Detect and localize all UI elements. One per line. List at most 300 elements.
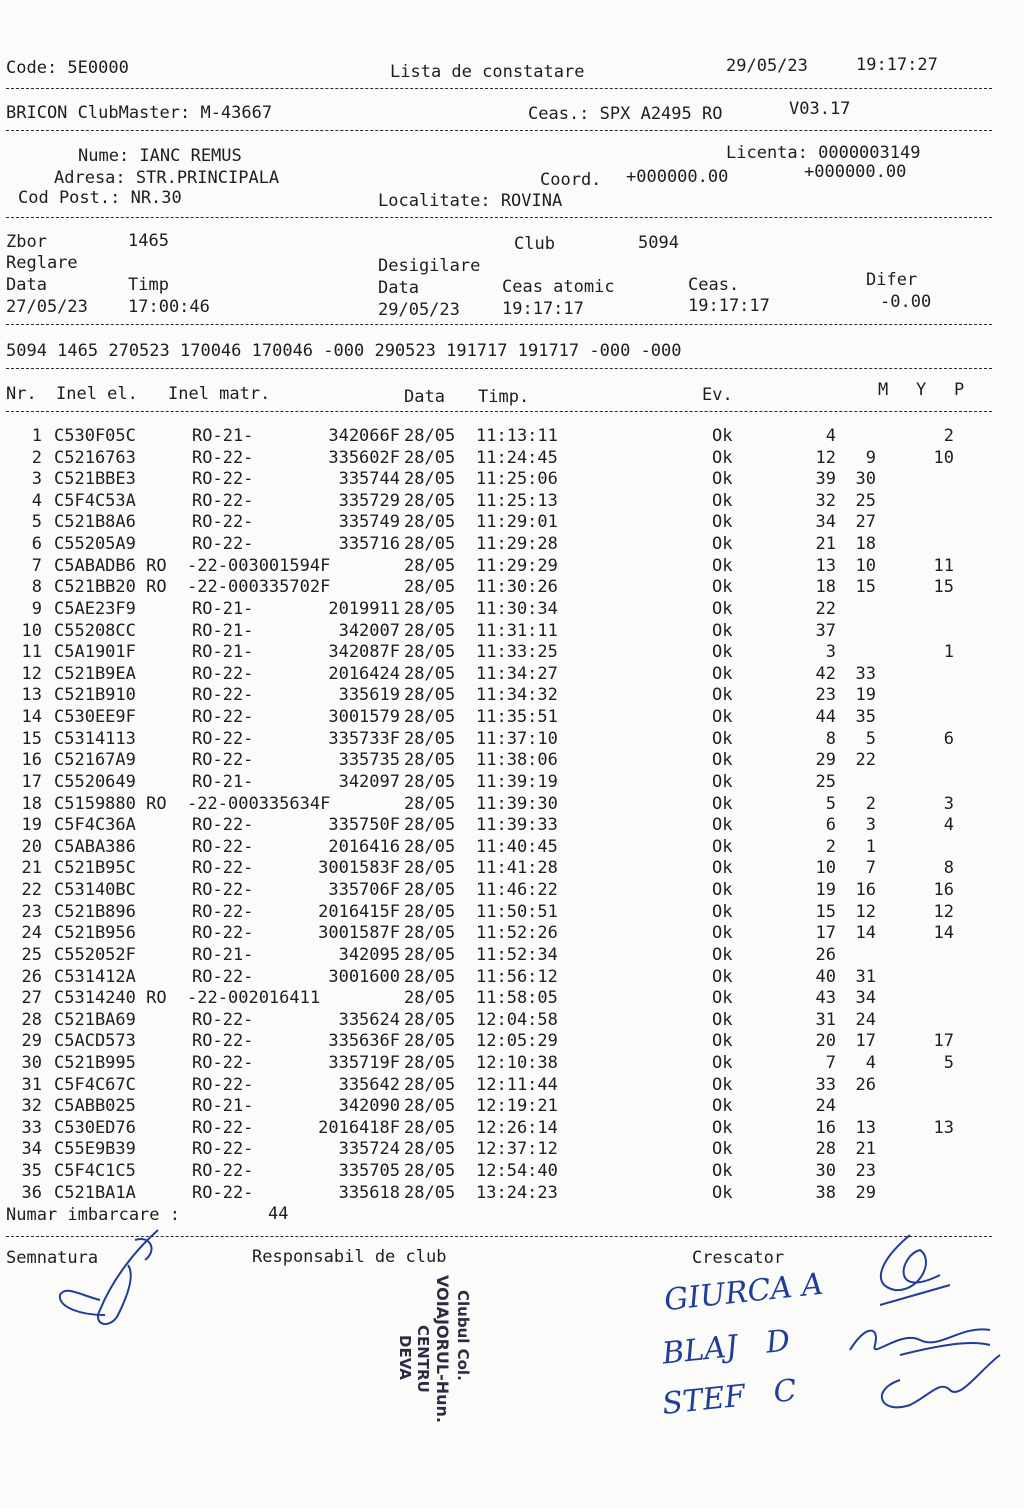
row-ring-full: C521BB20 RO -22-000335702F: [54, 577, 331, 598]
reg-time: 17:00:46: [128, 297, 210, 317]
row-time: 11:25:13: [476, 490, 558, 511]
row-ev: Ok: [712, 1161, 733, 1182]
des-atomic-time: 19:17:17: [502, 299, 584, 319]
row-date: 28/05: [404, 1052, 456, 1073]
row-ring-prefix: RO-21-: [192, 426, 254, 446]
col-y: Y: [916, 380, 927, 400]
row-date: 28/05: [404, 426, 456, 446]
row-date: 28/05: [404, 577, 456, 598]
row-date: 28/05: [404, 1182, 456, 1203]
desigilare-label: Desigilare: [378, 256, 481, 276]
row-ring-prefix: RO-22-: [192, 447, 254, 468]
row-ev: Ok: [712, 577, 733, 598]
table-row: [0, 1010, 1000, 1032]
row-ring-prefix: RO-21-: [192, 771, 254, 792]
row-ring-prefix: RO-22-: [192, 836, 254, 857]
row-date: 28/05: [404, 1074, 456, 1095]
row-m: 26: [815, 944, 836, 965]
row-ring-electronic: C5520649: [54, 771, 136, 792]
coord-value-2: +000000.00: [804, 162, 907, 182]
row-time: 12:37:12: [476, 1139, 558, 1160]
row-time: 11:29:28: [476, 534, 558, 555]
table-row: [0, 642, 1000, 664]
row-time: 12:19:21: [476, 1096, 558, 1117]
row-date: 28/05: [404, 598, 456, 619]
row-m: 37: [815, 620, 836, 641]
row-ring-prefix: RO-21-: [192, 944, 254, 965]
row-nr: 32: [21, 1096, 42, 1117]
row-ring-prefix: RO-22-: [192, 1182, 254, 1203]
row-y: 35: [855, 707, 876, 728]
row-y: 30: [855, 469, 876, 490]
row-m: 19: [815, 880, 836, 901]
club-label: Club: [514, 234, 555, 254]
row-p: 11: [933, 555, 954, 576]
row-time: 11:33:25: [476, 642, 558, 663]
row-date: 28/05: [404, 815, 456, 836]
row-y: 29: [855, 1182, 876, 1203]
row-date: 28/05: [404, 901, 456, 922]
reg-data-label: Data: [6, 275, 47, 295]
table-row: [0, 556, 1000, 578]
row-p: 10: [933, 447, 954, 468]
row-m: 43: [815, 988, 836, 1009]
handwritten-name-3: STEF C: [660, 1373, 799, 1422]
table-row: [0, 707, 1000, 729]
row-y: 19: [855, 685, 876, 706]
reg-date: 27/05/23: [6, 297, 88, 317]
row-ring-prefix: RO-22-: [192, 1074, 254, 1095]
row-ring-number: 335706F: [328, 880, 400, 901]
row-ring-prefix: RO-22-: [192, 1031, 254, 1052]
row-y: 5: [865, 728, 876, 749]
row-time: 11:39:19: [476, 771, 558, 792]
table-row: [0, 772, 1000, 794]
row-ev: Ok: [712, 620, 733, 641]
ceas-label: Ceas.: [688, 275, 740, 295]
row-date: 28/05: [404, 966, 456, 987]
row-time: 12:05:29: [476, 1031, 558, 1052]
row-ev: Ok: [712, 858, 733, 879]
row-ring-prefix: RO-22-: [192, 858, 254, 879]
row-nr: 28: [21, 1009, 42, 1030]
divider: [6, 324, 992, 325]
imbarcare-value: 44: [268, 1204, 289, 1224]
row-m: 29: [815, 750, 836, 771]
row-time: 11:25:06: [476, 469, 558, 490]
row-y: 21: [855, 1139, 876, 1160]
row-ring-electronic: C55E9B39: [54, 1139, 136, 1160]
row-ring-number: 335750F: [328, 815, 400, 836]
row-ev: Ok: [712, 490, 733, 511]
row-time: 11:38:06: [476, 750, 558, 771]
row-ring-prefix: RO-22-: [192, 534, 254, 555]
table-row: [0, 448, 1000, 470]
row-time: 11:50:51: [476, 901, 558, 922]
row-y: 15: [855, 577, 876, 598]
row-ring-number: 335749: [338, 512, 400, 533]
difer-value: -0.00: [880, 292, 932, 312]
row-m: 4: [825, 426, 836, 446]
document-title: Lista de constatare: [390, 62, 585, 82]
row-time: 11:30:26: [476, 577, 558, 598]
row-ring-electronic: C521BA69: [54, 1009, 136, 1030]
row-y: 31: [855, 966, 876, 987]
row-nr: 12: [21, 663, 42, 684]
row-date: 28/05: [404, 923, 456, 944]
row-time: 11:13:11: [476, 426, 558, 446]
row-nr: 26: [21, 966, 42, 987]
row-m: 3: [825, 642, 836, 663]
row-ring-electronic: C5F4C67C: [54, 1074, 136, 1095]
row-ring-prefix: RO-21-: [192, 620, 254, 641]
row-nr: 23: [21, 901, 42, 922]
row-ring-prefix: RO-21-: [192, 598, 254, 619]
row-ring-number: 3001587F: [318, 923, 400, 944]
row-ring-electronic: C521B956: [54, 923, 136, 944]
row-nr: 18: [21, 793, 42, 814]
row-ev: Ok: [712, 728, 733, 749]
row-y: 24: [855, 1009, 876, 1030]
responsabil-label: Responsabil de club: [252, 1247, 447, 1267]
row-ring-prefix: RO-22-: [192, 1009, 254, 1030]
table-row: [0, 880, 1000, 902]
col-nr: Nr.: [6, 384, 37, 404]
row-m: 23: [815, 685, 836, 706]
row-p: 14: [933, 923, 954, 944]
row-ring-number: 342066F: [328, 426, 400, 446]
row-y: 12: [855, 901, 876, 922]
row-ring-prefix: RO-22-: [192, 663, 254, 684]
row-ring-number: 335619: [338, 685, 400, 706]
row-p: 3: [943, 793, 954, 814]
row-ev: Ok: [712, 880, 733, 901]
row-ev: Ok: [712, 555, 733, 576]
row-ring-number: 335624: [338, 1009, 400, 1030]
row-ring-number: 2019911: [328, 598, 400, 619]
owner-address: Adresa: STR.PRINCIPALA: [54, 168, 280, 188]
row-ev: Ok: [712, 447, 733, 468]
row-ring-prefix: RO-22-: [192, 1139, 254, 1160]
table-row: [0, 1183, 1000, 1205]
table-row: [0, 577, 1000, 599]
table-row: [0, 1075, 1000, 1097]
row-nr: 16: [21, 750, 42, 771]
row-date: 28/05: [404, 1161, 456, 1182]
signature-scribbles-right: [840, 1230, 1010, 1420]
row-ring-prefix: RO-22-: [192, 1161, 254, 1182]
row-date: 28/05: [404, 447, 456, 468]
row-date: 28/05: [404, 490, 456, 511]
row-nr: 33: [21, 1117, 42, 1138]
summary-line: 5094 1465 270523 170046 170046 -000 290523 191717 191717 -000 -000: [6, 341, 682, 361]
row-time: 11:56:12: [476, 966, 558, 987]
row-nr: 31: [21, 1074, 42, 1095]
semnatura-label: Semnatura: [6, 1248, 99, 1268]
row-ring-electronic: C5ACD573: [54, 1031, 136, 1052]
row-time: 12:10:38: [476, 1052, 558, 1073]
row-y: 23: [855, 1161, 876, 1182]
row-nr: 8: [31, 577, 42, 598]
row-p: 15: [933, 577, 954, 598]
row-ring-number: 335642: [338, 1074, 400, 1095]
row-m: 38: [815, 1182, 836, 1203]
row-nr: 19: [21, 815, 42, 836]
table-row: [0, 1031, 1000, 1053]
row-m: 20: [815, 1031, 836, 1052]
col-p: P: [954, 380, 965, 400]
row-ring-number: 342090: [338, 1096, 400, 1117]
row-ev: Ok: [712, 901, 733, 922]
code-label: Code: 5E0000: [6, 58, 129, 78]
row-ring-prefix: RO-22-: [192, 707, 254, 728]
imbarcare-label: Numar imbarcare :: [6, 1205, 180, 1225]
row-ring-full: C5314240 RO -22-002016411: [54, 988, 321, 1009]
row-time: 12:04:58: [476, 1009, 558, 1030]
row-ring-number: 2016416: [328, 836, 400, 857]
row-m: 10: [815, 858, 836, 879]
row-m: 13: [815, 555, 836, 576]
row-ring-full: C5159880 RO -22-000335634F: [54, 793, 331, 814]
coord-value-1: +000000.00: [626, 167, 729, 187]
table-row: [0, 599, 1000, 621]
row-ring-prefix: RO-22-: [192, 469, 254, 490]
row-ring-prefix: RO-22-: [192, 923, 254, 944]
row-time: 11:39:30: [476, 793, 558, 814]
row-nr: 30: [21, 1052, 42, 1073]
table-row: [0, 729, 1000, 751]
row-y: 10: [855, 555, 876, 576]
col-ev: Ev.: [702, 385, 733, 405]
row-ev: Ok: [712, 512, 733, 533]
row-ev: Ok: [712, 1074, 733, 1095]
row-nr: 9: [31, 598, 42, 619]
table-row: [0, 426, 1000, 448]
zbor-label: Zbor: [6, 232, 47, 252]
divider: [6, 130, 992, 131]
row-ev: Ok: [712, 685, 733, 706]
row-ev: Ok: [712, 771, 733, 792]
row-time: 11:29:29: [476, 555, 558, 576]
row-m: 8: [825, 728, 836, 749]
club-value: 5094: [638, 233, 679, 253]
row-nr: 35: [21, 1161, 42, 1182]
divider: [6, 368, 992, 369]
row-ring-number: 335744: [338, 469, 400, 490]
row-y: 9: [865, 447, 876, 468]
row-ring-electronic: C5314113: [54, 728, 136, 749]
row-m: 40: [815, 966, 836, 987]
row-nr: 5: [31, 512, 42, 533]
stamp-line: CENTRU: [414, 1325, 432, 1393]
row-ring-electronic: C521B95C: [54, 858, 136, 879]
table-row: [0, 491, 1000, 513]
row-p: 12: [933, 901, 954, 922]
row-ring-prefix: RO-21-: [192, 642, 254, 663]
row-nr: 15: [21, 728, 42, 749]
row-time: 11:31:11: [476, 620, 558, 641]
row-ring-prefix: RO-22-: [192, 685, 254, 706]
row-date: 28/05: [404, 642, 456, 663]
row-ring-prefix: RO-22-: [192, 901, 254, 922]
row-date: 28/05: [404, 469, 456, 490]
stamp-line: Clubul Col.: [454, 1290, 472, 1381]
row-ev: Ok: [712, 923, 733, 944]
table-row: [0, 967, 1000, 989]
table-row: [0, 1096, 1000, 1118]
row-time: 11:29:01: [476, 512, 558, 533]
row-p: 4: [943, 815, 954, 836]
col-inel-matr: Inel matr.: [168, 384, 271, 404]
difer-label: Difer: [866, 270, 918, 290]
row-date: 28/05: [404, 1096, 456, 1117]
row-ring-electronic: C521B910: [54, 685, 136, 706]
stamp-line: DEVA: [396, 1335, 414, 1380]
row-y: 17: [855, 1031, 876, 1052]
row-ring-prefix: RO-22-: [192, 880, 254, 901]
table-row: [0, 815, 1000, 837]
row-m: 7: [825, 1052, 836, 1073]
row-time: 11:40:45: [476, 836, 558, 857]
row-m: 15: [815, 901, 836, 922]
row-y: 33: [855, 663, 876, 684]
table-row: [0, 945, 1000, 967]
table-row: [0, 794, 1000, 816]
row-ring-electronic: C55205A9: [54, 534, 136, 555]
table-row: [0, 858, 1000, 880]
row-ring-prefix: RO-21-: [192, 1096, 254, 1117]
row-ev: Ok: [712, 1096, 733, 1117]
row-ring-electronic: C5ABB025: [54, 1096, 136, 1117]
row-ev: Ok: [712, 598, 733, 619]
version-label: V03.17: [789, 99, 851, 119]
row-date: 28/05: [404, 707, 456, 728]
row-p: 1: [943, 642, 954, 663]
row-m: 24: [815, 1096, 836, 1117]
col-inel-el: Inel el.: [56, 384, 138, 404]
col-data: Data: [404, 387, 445, 407]
des-data-label: Data: [378, 278, 419, 298]
row-ring-prefix: RO-22-: [192, 728, 254, 749]
reg-timp-label: Timp: [128, 275, 169, 295]
row-ev: Ok: [712, 642, 733, 663]
row-m: 25: [815, 771, 836, 792]
row-nr: 4: [31, 490, 42, 511]
row-date: 28/05: [404, 1139, 456, 1160]
row-ring-number: 342095: [338, 944, 400, 965]
row-ev: Ok: [712, 1139, 733, 1160]
col-m: M: [878, 380, 889, 400]
row-nr: 11: [21, 642, 42, 663]
row-time: 11:34:32: [476, 685, 558, 706]
col-timp: Timp.: [478, 387, 530, 407]
row-ring-electronic: C5F4C36A: [54, 815, 136, 836]
table-row: [0, 902, 1000, 924]
row-date: 28/05: [404, 771, 456, 792]
row-ring-number: 335705: [338, 1161, 400, 1182]
coord-label: Coord.: [540, 170, 602, 190]
row-ring-electronic: C521B8A6: [54, 512, 136, 533]
row-date: 28/05: [404, 1117, 456, 1138]
row-ev: Ok: [712, 944, 733, 965]
table-row: [0, 685, 1000, 707]
row-ring-electronic: C5F4C53A: [54, 490, 136, 511]
row-nr: 10: [21, 620, 42, 641]
table-row: [0, 512, 1000, 534]
crescator-label: Crescator: [692, 1248, 785, 1268]
row-y: 4: [865, 1052, 876, 1073]
row-ring-prefix: RO-22-: [192, 966, 254, 987]
row-nr: 2: [31, 447, 42, 468]
print-time: 19:17:27: [856, 55, 938, 75]
row-y: 34: [855, 988, 876, 1009]
row-time: 12:26:14: [476, 1117, 558, 1138]
table-row: [0, 534, 1000, 556]
row-nr: 25: [21, 944, 42, 965]
clock-label: Ceas.: SPX A2495 RO: [528, 104, 723, 124]
row-ring-number: 335735: [338, 750, 400, 771]
row-ev: Ok: [712, 1009, 733, 1030]
locality-label: Localitate: ROVINA: [378, 191, 563, 211]
reglare-label: Reglare: [6, 253, 78, 273]
row-ring-electronic: C5A1901F: [54, 642, 136, 663]
row-date: 28/05: [404, 555, 456, 576]
row-y: 25: [855, 490, 876, 511]
row-nr: 6: [31, 534, 42, 555]
row-m: 33: [815, 1074, 836, 1095]
row-time: 11:35:51: [476, 707, 558, 728]
row-date: 28/05: [404, 793, 456, 814]
row-ring-prefix: RO-22-: [192, 1117, 254, 1138]
row-y: 27: [855, 512, 876, 533]
signature-scribble-left: [40, 1215, 180, 1335]
row-ring-electronic: C52167A9: [54, 750, 136, 771]
row-nr: 29: [21, 1031, 42, 1052]
row-nr: 7: [31, 555, 42, 576]
row-ring-number: 2016418F: [318, 1117, 400, 1138]
row-ring-electronic: C5216763: [54, 447, 136, 468]
row-date: 28/05: [404, 858, 456, 879]
row-nr: 34: [21, 1139, 42, 1160]
row-date: 28/05: [404, 685, 456, 706]
row-date: 28/05: [404, 534, 456, 555]
print-date: 29/05/23: [726, 56, 808, 76]
row-ring-electronic: C55208CC: [54, 620, 136, 641]
row-time: 11:24:45: [476, 447, 558, 468]
club-stamp: [360, 1270, 470, 1490]
row-ring-electronic: C521B896: [54, 901, 136, 922]
row-time: 11:30:34: [476, 598, 558, 619]
ceas-atomic-label: Ceas atomic: [502, 277, 615, 297]
row-time: 11:34:27: [476, 663, 558, 684]
table-row: [0, 1053, 1000, 1075]
table-row: [0, 923, 1000, 945]
zbor-value: 1465: [128, 231, 169, 251]
row-m: 32: [815, 490, 836, 511]
row-ring-full: C5ABADB6 RO -22-003001594F: [54, 555, 331, 576]
row-ring-prefix: RO-22-: [192, 1052, 254, 1073]
row-ring-prefix: RO-22-: [192, 512, 254, 533]
row-date: 28/05: [404, 880, 456, 901]
row-ring-electronic: C530EE9F: [54, 707, 136, 728]
license-label: Licenta: 0000003149: [726, 143, 921, 163]
row-ring-number: 342007: [338, 620, 400, 641]
row-date: 28/05: [404, 944, 456, 965]
row-p: 17: [933, 1031, 954, 1052]
row-ring-number: 2016415F: [318, 901, 400, 922]
row-m: 12: [815, 447, 836, 468]
row-date: 28/05: [404, 750, 456, 771]
